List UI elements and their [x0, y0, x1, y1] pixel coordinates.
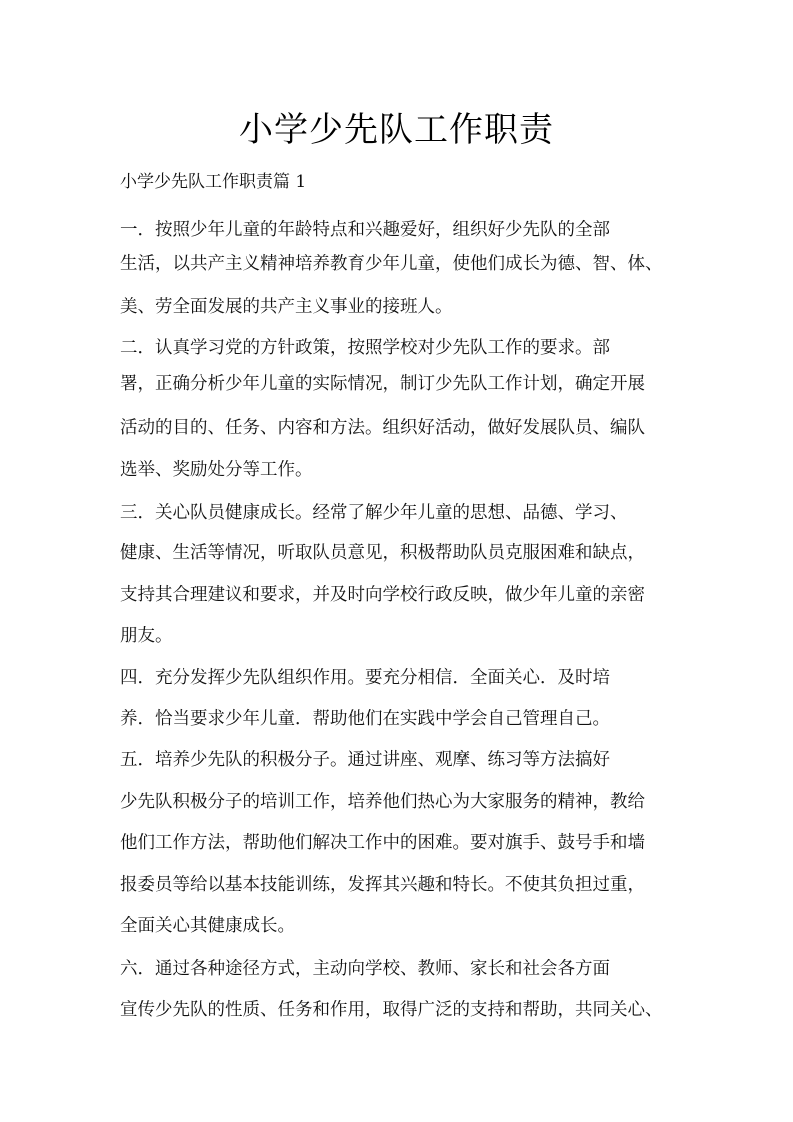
- body-line: 六．通过各种途径方式，主动向学校、教师、家长和社会各方面: [120, 959, 610, 979]
- body-line: 署，正确分析少年儿童的实际情况，制订少先队工作计划，确定开展: [120, 374, 645, 394]
- body-line: 美、劳全面发展的共产主义事业的接班人。: [120, 297, 453, 317]
- body-line: 少先队积极分子的培训工作，培养他们热心为大家服务的精神，教给: [120, 792, 645, 812]
- body-line: 健康、生活等情况，听取队员意见，积极帮助队员克服困难和缺点，: [120, 543, 645, 563]
- body-line: 活动的目的、任务、内容和方法。组织好活动，做好发展队员、编队: [120, 418, 645, 438]
- document-title: 小学少先队工作职责: [239, 110, 554, 150]
- body-line: 二．认真学习党的方针政策，按照学校对少先队工作的要求。部: [120, 338, 610, 358]
- body-line: 三．关心队员健康成长。经常了解少年儿童的思想、品德、学习、: [120, 503, 628, 523]
- body-line: 一．按照少年儿童的年龄特点和兴趣爱好，组织好少先队的全部: [120, 220, 610, 240]
- section-heading: 小学少先队工作职责篇 1: [120, 172, 307, 192]
- body-line: 朋友。: [120, 626, 173, 646]
- body-line: 报委员等给以基本技能训练，发挥其兴趣和特长。不使其负担过重，: [120, 875, 645, 895]
- body-line: 支持其合理建议和要求，并及时向学校行政反映，做少年儿童的亲密: [120, 585, 645, 605]
- body-line: 五．培养少先队的积极分子。通过讲座、观摩、练习等方法搞好: [120, 750, 610, 770]
- body-line: 养．恰当要求少年儿童．帮助他们在实践中学会自己管理自己。: [120, 709, 610, 729]
- body-line: 生活，以共产主义精神培养教育少年儿童，使他们成长为德、智、体、: [120, 254, 663, 274]
- body-line: 选举、奖励处分等工作。: [120, 460, 313, 480]
- body-line: 宣传少先队的性质、任务和作用，取得广泛的支持和帮助，共同关心、: [120, 1000, 663, 1020]
- body-line: 四．充分发挥少先队组织作用。要充分相信．全面关心．及时培: [120, 668, 610, 688]
- body-line: 全面关心其健康成长。: [120, 916, 295, 936]
- body-line: 他们工作方法，帮助他们解决工作中的困难。要对旗手、鼓号手和墙: [120, 833, 645, 853]
